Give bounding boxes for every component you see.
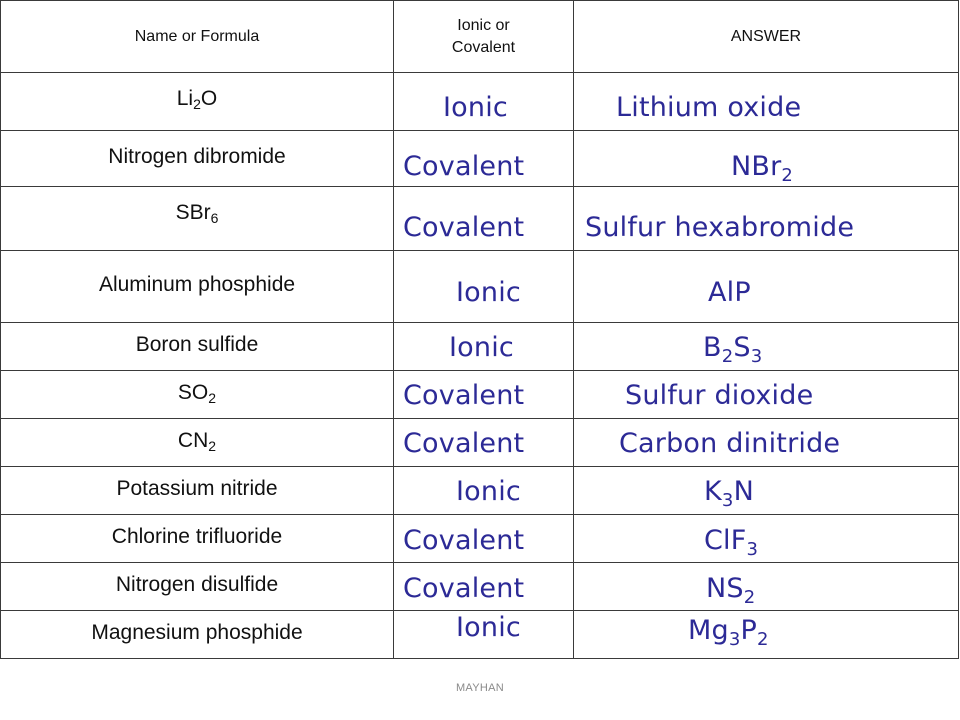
type-answer: Ionic xyxy=(456,476,521,507)
name-cell xyxy=(1,611,394,659)
type-answer: Covalent xyxy=(403,525,525,556)
type-answer: Covalent xyxy=(403,151,525,182)
compound-answer: AlP xyxy=(708,277,751,308)
footer-author: MAYHAN xyxy=(455,682,505,694)
name-text: Boron sulfide xyxy=(135,333,259,356)
answer-cell xyxy=(574,563,959,611)
compound-answer: Sulfur hexabromide xyxy=(585,212,855,243)
name-text: SBr xyxy=(175,201,211,224)
header-answer-label: ANSWER xyxy=(730,27,802,45)
header-name-label: Name or Formula xyxy=(134,27,260,45)
name-cell xyxy=(1,515,394,563)
type-answer: Ionic xyxy=(449,332,514,363)
header-answer xyxy=(574,1,959,73)
type-answer: Ionic xyxy=(456,612,521,643)
name-cell xyxy=(1,563,394,611)
type-answer: Covalent xyxy=(403,428,525,459)
name-cell xyxy=(1,419,394,467)
header-type-line1: Ionic or xyxy=(457,16,510,34)
name-cell xyxy=(1,73,394,131)
compound-answer: $B_2S_3$ xyxy=(703,332,763,367)
name-text: Li xyxy=(176,87,194,110)
name-subscript: 6 xyxy=(210,210,219,226)
compound-answer: Carbon dinitride xyxy=(619,428,841,459)
name-cell xyxy=(1,131,394,187)
name-text: Nitrogen disulfide xyxy=(115,573,279,596)
compound-answer: Lithium oxide xyxy=(616,92,802,123)
answer-cell xyxy=(574,515,959,563)
name-cell xyxy=(1,187,394,251)
name-subscript: 2 xyxy=(193,96,201,112)
name-text: Chlorine trifluoride xyxy=(111,525,283,548)
type-answer: Covalent xyxy=(403,573,525,604)
compound-answer: $Mg_3P_2$ xyxy=(688,615,769,650)
name-text: Nitrogen dibromide xyxy=(108,145,286,168)
header-row xyxy=(1,1,959,73)
name-text: Aluminum phosphide xyxy=(98,273,296,296)
compound-answer: Sulfur dioxide xyxy=(625,380,814,411)
compound-answer: NBr$_2$ xyxy=(731,151,794,186)
header-ionic-or-covalent xyxy=(394,1,574,73)
name-text: Potassium nitride xyxy=(116,477,278,500)
name-text: CN xyxy=(177,429,209,452)
answer-cell xyxy=(574,467,959,515)
name-cell xyxy=(1,371,394,419)
type-answer: Ionic xyxy=(456,277,521,308)
type-answer: Covalent xyxy=(403,380,525,411)
compound-answer: ClF$_3$ xyxy=(704,525,759,560)
name-text: SO xyxy=(177,381,209,404)
header-type-line2: Covalent xyxy=(451,38,516,56)
name-subscript: 2 xyxy=(208,438,217,454)
name-cell xyxy=(1,467,394,515)
compound-answer: $NS_2$ xyxy=(706,573,756,608)
type-answer: Ionic xyxy=(443,92,508,123)
name-cell xyxy=(1,323,394,371)
header-name-or-formula xyxy=(1,1,394,73)
name-cell xyxy=(1,251,394,323)
answer-cell xyxy=(574,323,959,371)
type-answer: Covalent xyxy=(403,212,525,243)
name-text: Magnesium phosphide xyxy=(91,621,303,644)
name-text-post: O xyxy=(200,87,218,110)
answer-cell xyxy=(574,251,959,323)
compound-answer: $K_3N$ xyxy=(704,476,754,511)
name-subscript: 2 xyxy=(208,390,217,406)
